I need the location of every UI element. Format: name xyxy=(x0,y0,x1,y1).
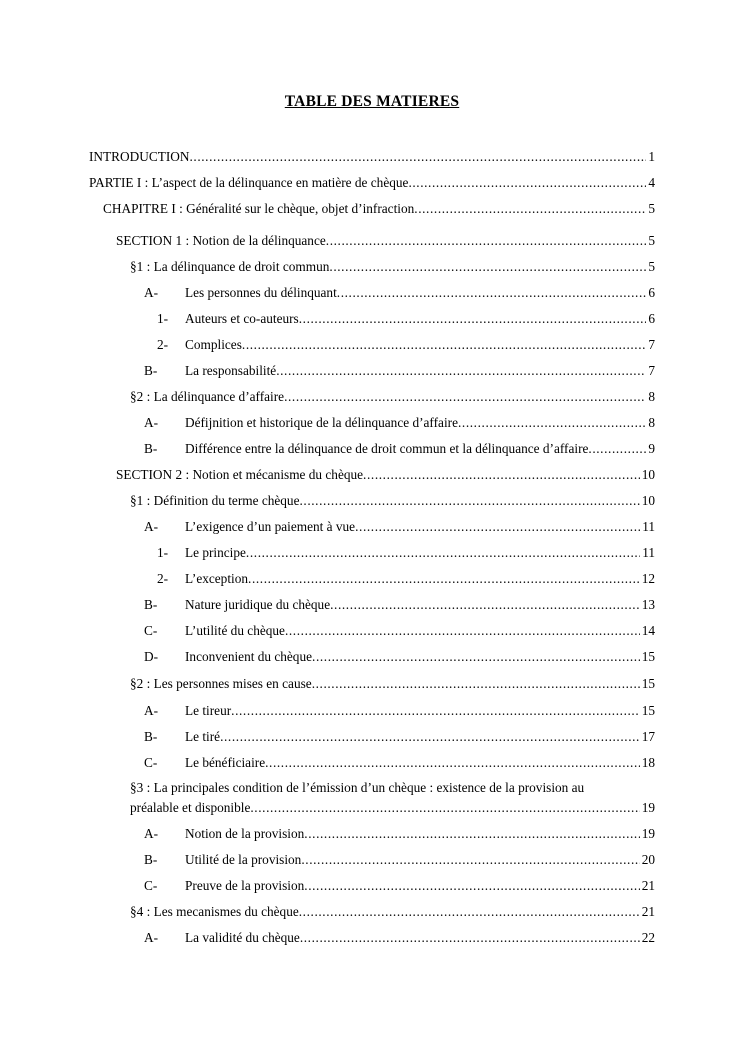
toc-entry-number: A- xyxy=(144,519,159,534)
toc-entry-number: A- xyxy=(144,826,159,841)
toc-entry-number: C- xyxy=(144,878,158,893)
dot-leader xyxy=(189,149,646,165)
dot-leader xyxy=(242,337,646,353)
page-title: TABLE DES MATIERES xyxy=(284,93,460,110)
toc-entry-number: A- xyxy=(144,285,159,300)
toc-page-number: 10 xyxy=(641,493,655,508)
toc-entry-introduction[interactable] xyxy=(89,149,655,165)
dot-leader xyxy=(329,259,646,275)
toc-page-number: 7 xyxy=(648,337,655,352)
dot-leader xyxy=(312,649,640,665)
dot-leader xyxy=(408,175,646,191)
toc-entry-number: B- xyxy=(144,729,158,744)
toc-entry-item[interactable] xyxy=(144,597,655,613)
toc-entry-wrapped-line[interactable]: §3 : La principales condition de l’émission d’un chèque : existence de la provision au xyxy=(130,780,585,795)
toc-entry-text: §2 : Les personnes mises en cause xyxy=(130,676,312,691)
toc-entry-text: préalable et disponible xyxy=(130,800,251,815)
toc-entry-subitem[interactable] xyxy=(157,545,655,561)
toc-page-number: 19 xyxy=(641,826,655,841)
toc-entry-number: A- xyxy=(144,415,159,430)
toc-entry-number: B- xyxy=(144,363,158,378)
dot-leader xyxy=(299,493,639,509)
toc-entry-text: Différence entre la délinquance de droit commun et la délinquance d’affaire xyxy=(185,441,589,456)
toc-entry-number: A- xyxy=(144,703,159,718)
toc-entry-text: Notion de la provision xyxy=(185,826,305,841)
toc-page-number: 9 xyxy=(648,441,655,456)
dot-leader xyxy=(330,597,640,613)
dot-leader xyxy=(276,363,646,379)
toc-entry-item[interactable] xyxy=(144,930,655,946)
toc-page-number: 4 xyxy=(648,175,655,190)
dot-leader xyxy=(299,904,640,920)
toc-entry-text: §1 : Définition du terme chèque xyxy=(130,493,300,508)
toc-page-number: 15 xyxy=(641,649,655,664)
toc-page-number: 5 xyxy=(648,233,655,248)
toc-entry-text: §4 : Les mecanismes du chèque xyxy=(130,904,299,919)
toc-page-number: 5 xyxy=(648,201,655,216)
toc-entry-item[interactable] xyxy=(144,826,655,842)
toc-page-number: 7 xyxy=(648,363,655,378)
toc-page-number: 12 xyxy=(641,571,655,586)
toc-page-number: 19 xyxy=(641,800,655,815)
toc-entry-number: A- xyxy=(144,930,159,945)
toc-page-number: 21 xyxy=(641,878,655,893)
toc-page-number: 20 xyxy=(641,852,655,867)
toc-page-number: 10 xyxy=(641,467,655,482)
toc-entry-number: 2- xyxy=(157,337,169,352)
toc-entry-number: 1- xyxy=(157,545,169,560)
toc-page-number: 8 xyxy=(648,389,655,404)
dot-leader xyxy=(248,571,640,587)
toc-entry-text: Inconvenient du chèque xyxy=(185,649,313,664)
toc-entry-text: Nature juridique du chèque xyxy=(185,597,331,612)
toc-entry-text: La validité du chèque xyxy=(185,930,300,945)
toc-entry-text: L’exception xyxy=(185,571,249,586)
toc-entry-subitem[interactable] xyxy=(157,337,655,353)
toc-entry-item[interactable] xyxy=(144,878,655,894)
toc-entry-text: Les personnes du délinquant xyxy=(185,285,337,300)
toc-entry-number: 1- xyxy=(157,311,169,326)
toc-entry-number: D- xyxy=(144,649,159,664)
toc-entry-item[interactable] xyxy=(144,441,655,457)
dot-leader xyxy=(337,285,647,301)
dot-leader xyxy=(414,201,646,217)
dot-leader xyxy=(588,441,646,457)
toc-entry-paragraph[interactable] xyxy=(130,389,655,405)
toc-page-number: 5 xyxy=(648,259,655,274)
dot-leader xyxy=(220,729,640,745)
toc-entry-text: Complices xyxy=(185,337,242,352)
toc-entry-item[interactable] xyxy=(144,519,655,535)
toc-entry-subitem[interactable] xyxy=(157,311,655,327)
dot-leader xyxy=(326,233,647,249)
toc-page-number: 11 xyxy=(642,545,655,560)
toc-entry-text: Le tiré xyxy=(185,729,221,744)
toc-entry-item[interactable] xyxy=(144,363,655,379)
toc-entry-text: Le tireur xyxy=(185,703,232,718)
toc-entry-text: SECTION 1 : Notion de la délinquance xyxy=(116,233,326,248)
toc-page-number: 17 xyxy=(641,729,655,744)
toc-page-number: 15 xyxy=(641,703,655,718)
toc-entry-item[interactable] xyxy=(144,852,655,868)
toc-entry-section-2[interactable] xyxy=(116,467,655,483)
toc-page-number: 13 xyxy=(641,597,655,612)
dot-leader xyxy=(250,800,639,816)
toc-entry-item[interactable] xyxy=(144,649,655,665)
toc-entry-number: B- xyxy=(144,441,158,456)
toc-page-number: 6 xyxy=(648,285,655,300)
toc-entry-text: L’exigence d’un paiement à vue xyxy=(185,519,356,534)
toc-entry-text: CHAPITRE I : Généralité sur le chèque, objet d’infraction xyxy=(103,201,415,216)
dot-leader xyxy=(299,311,647,327)
toc-entry-text: Auteurs et co-auteurs xyxy=(185,311,299,326)
toc-entry-number: B- xyxy=(144,852,158,867)
toc-entry-paragraph[interactable] xyxy=(130,800,655,816)
toc-page-number: 14 xyxy=(641,623,655,638)
toc-entry-number: C- xyxy=(144,623,158,638)
dot-leader xyxy=(300,930,640,946)
toc-entry-item[interactable] xyxy=(144,703,655,719)
toc-entry-text: §2 : La délinquance d’affaire xyxy=(130,389,285,404)
toc-page-number: 6 xyxy=(648,311,655,326)
dot-leader xyxy=(265,755,640,771)
toc-entry-paragraph[interactable] xyxy=(130,493,655,509)
toc-entry-text: INTRODUCTION xyxy=(89,149,190,164)
dot-leader xyxy=(458,415,646,431)
dot-leader xyxy=(363,467,640,483)
toc-entry-item[interactable] xyxy=(144,755,655,771)
toc-entry-text: Le principe xyxy=(185,545,246,560)
dot-leader xyxy=(304,826,639,842)
dot-leader xyxy=(312,676,640,692)
toc-entry-subitem[interactable] xyxy=(157,571,655,587)
toc-entry-item[interactable] xyxy=(144,623,655,639)
toc-entry-text: Preuve de la provision xyxy=(185,878,305,893)
toc-entry-paragraph[interactable] xyxy=(130,259,655,275)
toc-entry-text: Défijnition et historique de la délinquance d’affaire xyxy=(185,415,458,430)
toc-page-number: 22 xyxy=(641,930,655,945)
dot-leader xyxy=(355,519,640,535)
toc-entry-text: Le bénéficiaire xyxy=(185,755,266,770)
toc-entry-item[interactable] xyxy=(144,729,655,745)
toc-entry-item[interactable] xyxy=(144,415,655,431)
toc-entry-item[interactable] xyxy=(144,285,655,301)
toc-entry-partie-1[interactable] xyxy=(89,175,655,191)
toc-page-number: 1 xyxy=(648,149,655,164)
toc-page-number: 11 xyxy=(642,519,655,534)
toc-entry-text: La responsabilité xyxy=(185,363,277,378)
toc-entry-number: C- xyxy=(144,755,158,770)
dot-leader xyxy=(304,878,639,894)
toc-page-number: 18 xyxy=(641,755,655,770)
toc-entry-section-1[interactable] xyxy=(116,233,655,249)
dot-leader xyxy=(285,623,640,639)
dot-leader xyxy=(301,852,639,868)
toc-page-number: 15 xyxy=(641,676,655,691)
toc-entry-chapitre-1[interactable] xyxy=(103,201,655,217)
toc-entry-number: B- xyxy=(144,597,158,612)
toc-entry-text: SECTION 2 : Notion et mécanisme du chèque xyxy=(116,467,364,482)
toc-entry-number: 2- xyxy=(157,571,169,586)
dot-leader xyxy=(284,389,646,405)
toc-entry-text: PARTIE I : L’aspect de la délinquance en matière de chèque xyxy=(89,175,409,190)
toc-page-number: 8 xyxy=(648,415,655,430)
toc-entry-paragraph[interactable] xyxy=(130,904,655,920)
toc-entry-paragraph[interactable] xyxy=(130,676,655,692)
toc-entry-text: §1 : La délinquance de droit commun xyxy=(130,259,330,274)
toc-entry-text: Utilité de la provision xyxy=(185,852,302,867)
dot-leader xyxy=(246,545,640,561)
toc-entry-text: L’utilité du chèque xyxy=(185,623,285,638)
toc-page-number: 21 xyxy=(641,904,655,919)
dot-leader xyxy=(231,703,640,719)
